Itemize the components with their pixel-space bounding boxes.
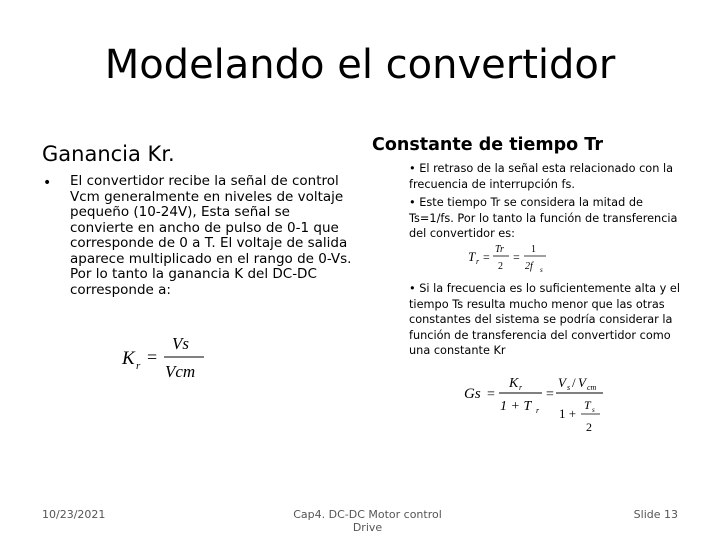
eq1-num: Vs xyxy=(172,334,189,353)
eq3-num2b-sub: cm xyxy=(587,383,597,392)
eq2-lhs: T xyxy=(468,249,476,264)
footer-date: 10/23/2021 xyxy=(42,508,106,521)
eq1-den: Vcm xyxy=(165,362,196,381)
left-bullet-text: El convertidor recibe la señal de control Vcm generalmente en niveles de voltaje pequeño (10-24V), Esta señal se convierte en ancho de pulso de 0-1 que corresponde de 0 a T. El voltaje de salida aparece multiplicado en el rango de 0-Vs. Por lo tanto la ganancia K del DC-DC corresponde a: xyxy=(70,173,352,298)
gain-equation xyxy=(118,330,218,390)
eq2-lhs-sub: r xyxy=(476,257,480,266)
footer-slide-number: Slide 13 xyxy=(633,508,678,521)
eq1-lhs-sub: r xyxy=(136,360,141,372)
eq3-lhs: Gs xyxy=(464,386,481,402)
eq3-frac-den: 2 xyxy=(586,420,592,434)
eq3-equals2: = xyxy=(546,387,554,402)
eq3-num-sub: r xyxy=(519,383,523,392)
eq3-frac-num: T xyxy=(584,398,591,412)
eq3-frac-num-sub: s xyxy=(592,406,595,414)
eq2-num2: 1 xyxy=(531,244,536,255)
eq3-den: 1 + T xyxy=(500,399,532,414)
eq2-den2-sub: s xyxy=(540,266,543,274)
right-heading: Constante de tiempo Tr xyxy=(372,135,603,155)
eq3-den2a: 1 + xyxy=(559,406,577,421)
eq3-num2b: V xyxy=(578,375,586,390)
eq3-num2: V xyxy=(558,375,566,390)
eq3-num: K xyxy=(509,376,519,391)
eq1-equals: = xyxy=(147,347,158,367)
time-constant-equation xyxy=(466,240,556,276)
bullet-marker: • xyxy=(43,175,52,191)
right-paragraph-2: • Este tiempo Tr se considera la mitad de Ts=1/fs. Por lo tanto la función de transferencia del convertidor es: xyxy=(409,196,678,240)
right-paragraph-3: • Si la frecuencia es lo suficientemente alta y el tiempo Ts resulta mucho menor que las otras constantes del sistema se podría considerar la función de transferencia del convertidor como una constante Kr xyxy=(409,282,680,357)
eq3-equals: = xyxy=(487,387,495,402)
eq2-equals: = xyxy=(483,250,490,264)
eq3-den-sub: r xyxy=(536,406,540,415)
right-paragraph-1: • El retraso de la señal esta relacionado con la frecuencia de interrupción fs. xyxy=(409,162,674,191)
eq1-lhs: K xyxy=(122,348,135,369)
transfer-function-equation xyxy=(462,372,612,438)
eq2-den1: 2 xyxy=(498,261,503,272)
footer-title: Cap4. DC-DC Motor control Drive xyxy=(293,508,442,534)
eq2-num1: Tr xyxy=(495,244,504,255)
eq2-equals2: = xyxy=(513,250,520,264)
eq3-num2-sub: s xyxy=(567,383,571,392)
left-heading: Ganancia Kr. xyxy=(42,142,175,166)
eq3-slash: / xyxy=(572,375,576,390)
slide-title: Modelando el convertidor xyxy=(104,42,616,88)
eq2-den2: 2f xyxy=(525,261,533,272)
